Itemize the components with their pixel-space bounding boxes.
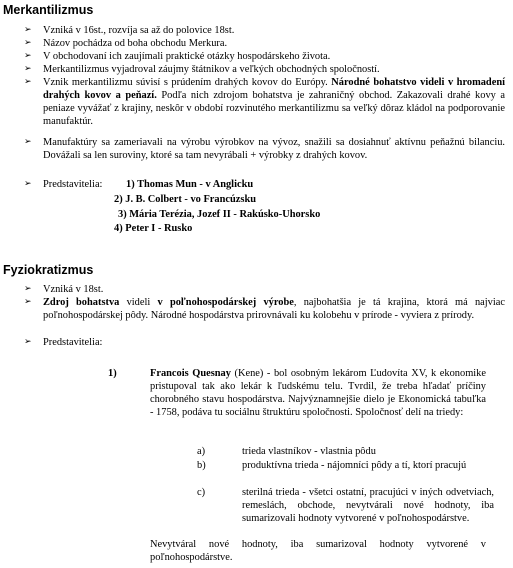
list-number: 1): [108, 368, 117, 379]
list-item: [24, 336, 504, 349]
emphasis-text: v poľnohospodárskej výrobe: [157, 297, 294, 308]
arrow-bullet-icon: ➢: [24, 284, 32, 294]
bullet-text: Vzniká v 16st., rozvíja sa až do polovice 18st.: [43, 25, 235, 36]
list-item: [24, 50, 504, 63]
section-title-merkantilizmus: Merkantilizmus: [3, 3, 94, 17]
emphasis-text: Zdroj bohatstva: [43, 297, 120, 308]
arrow-bullet-icon: ➢: [24, 25, 32, 35]
arrow-bullet-icon: ➢: [24, 179, 32, 189]
arrow-bullet-icon: ➢: [24, 137, 32, 147]
section-title-fyziokratizmus: Fyziokratizmus: [3, 263, 94, 277]
quesnay-paragraph: Francois Quesnay (Kene) - bol osobným lekárom Ľudovíta XV, k ekonomike pristupoval tak ako lekár k ľudskému telu. Tvrdil, že treba hľadať príčiny chorobného stavu hospodárstva. Najvýznamnejšie dielo je Ekonomická tabuľka - 1758, podáva tu sociálnu štruktúru spoločnosti. Spoločnosť delí na triedy:: [150, 368, 486, 418]
bullet-text: Názov pochádza od boha obchodu Merkura.: [43, 38, 228, 49]
representatives-label: Predstavitelia:: [43, 337, 103, 348]
arrow-bullet-icon: ➢: [24, 337, 32, 347]
bullet-text: V obchodovaní ich zaujímali praktické otázky hospodárskeho života.: [43, 51, 331, 62]
bullet-text: Vznik merkantilizmu súvisí s prúdením drahých kovov do Európy. Národné bohatstvo videli v hromadení drahých kovov a peňazí. Podľa nich zdrojom bohatstva je zahraničný obchod. Zakazovali drahé kovy a peniaze vyvážať z krajiny, neskôr v období rozvinutého merkantilizmu sa veľký dôraz kládol na podporovanie manufaktúr.: [43, 77, 505, 127]
bullet-text: Vzniká v 18st.: [43, 284, 104, 295]
representative: 4) Peter I - Rusko: [114, 223, 193, 234]
representative: 3) Mária Terézia, Jozef II - Rakúsko-Uhorsko: [118, 209, 321, 220]
list-item: [24, 136, 504, 178]
arrow-bullet-icon: ➢: [24, 77, 32, 87]
arrow-bullet-icon: ➢: [24, 38, 32, 48]
arrow-bullet-icon: ➢: [24, 297, 32, 307]
list-item: [24, 178, 504, 191]
bullet-text: Merkantilizmus vyjadroval záujmy štátnikov a veľkých obchodných spoločností.: [43, 64, 380, 75]
bullet-text: Zdroj bohatstva videli v poľnohospodárskej výrobe, najbohatšia je tá krajina, ktorá má najviac poľnohospodárskej pôdy. Národné hospodárstva prirovnávali ku kolobehu v prírode - vyviera z prírody.: [43, 297, 505, 321]
arrow-bullet-icon: ➢: [24, 51, 32, 61]
class-label: a): [197, 446, 206, 457]
representative: 2) J. B. Colbert - vo Francúzsku: [114, 194, 256, 205]
representative: 1) Thomas Mun - v Anglicku: [126, 179, 254, 190]
bullet-text: Manufaktúry sa zameriavali na výrobu výrobkov na vývoz, snažili sa dosiahnuť aktívnu peňažnú bilanciu. Dovážali sa len suroviny, ktoré sa tam nevyrábali + výrobky z drahých kovov.: [43, 137, 505, 161]
class-label: c): [197, 487, 206, 498]
list-item: [24, 76, 504, 130]
arrow-bullet-icon: ➢: [24, 64, 32, 74]
representatives-label: Predstavitelia:: [43, 179, 103, 190]
list-item: [24, 283, 504, 296]
person-name: Francois Quesnay: [150, 368, 231, 379]
class-label: b): [197, 460, 206, 471]
class-text: sterilná trieda - všetci ostatní, pracujúci v iných odvetviach, remeslách, obchode, nevytvárali nové hodnoty, iba sumarizovali hodnoty vytvorené v poľnohospodárstve.: [242, 487, 494, 524]
class-text: trieda vlastníkov - vlastnia pôdu: [242, 446, 376, 457]
quesnay-tail: Nevytváral nové hodnoty, iba sumarizoval hodnoty vytvorené v poľnohospodárstve.: [150, 539, 486, 563]
list-item: [24, 37, 504, 50]
list-item: [24, 63, 504, 76]
list-item: [24, 296, 504, 338]
list-item: [24, 24, 504, 37]
emphasis-text: Národné bohatstvo videli v hromadení drahých kovov a peňazí.: [43, 77, 505, 101]
class-text: produktívna trieda - nájomníci pôdy a tí, ktorí pracujú: [242, 460, 467, 471]
